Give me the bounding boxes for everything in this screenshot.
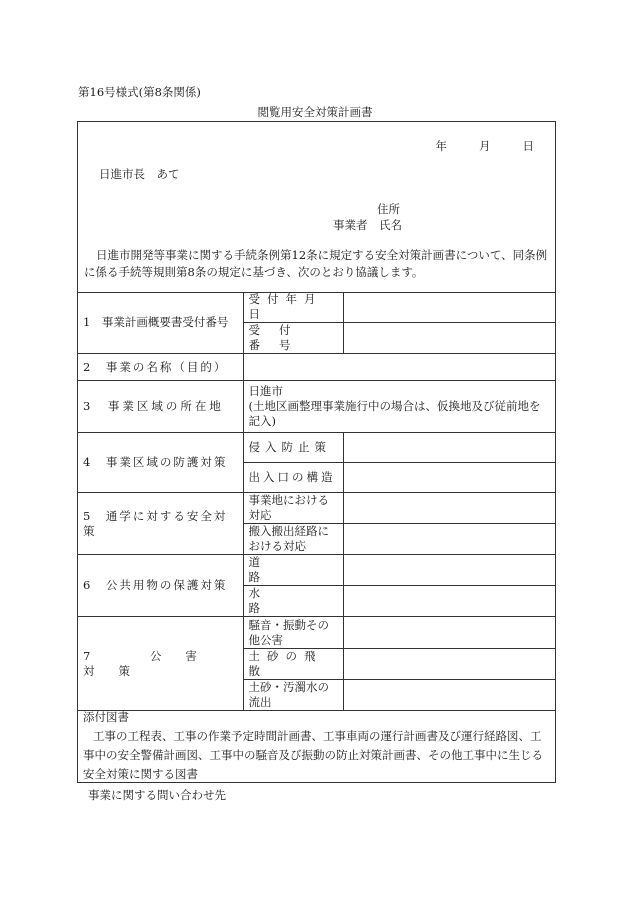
date-line [436, 138, 535, 154]
attachments-text: 工事の工程表、工事の作業予定時間計画書、工事車両の運行計画書及び運行経路図、工事中の安全警備計画図、工事中の騒音及び振動の防止対策計画書、その他工事中に生じる安全対策に関する図書 [83, 729, 543, 781]
row-4-value-1[interactable] [343, 433, 555, 463]
row-1-sub-1: 受付年月日 [243, 292, 343, 323]
row-4-label: 4 事業区域の防護対策 [78, 433, 243, 493]
page-title: 閲覧用安全対策計画書 [257, 105, 373, 119]
row-7-value-1[interactable] [343, 617, 555, 649]
row-4-value-2[interactable] [343, 463, 555, 493]
application-header [78, 122, 555, 293]
day-label: 日 [522, 139, 534, 153]
month-label: 月 [479, 139, 491, 153]
row-1-value-2[interactable] [343, 323, 555, 354]
intro-paragraph: 日進市開発等事業に関する手続条例第12条に規定する安全対策計画書について、同条例に係る手続等規則第8条の規定に基づき、次のとおり協議します。 [84, 248, 548, 279]
row-6-value-2[interactable] [343, 586, 555, 617]
row-4-sub-1: 侵入防止策 [243, 433, 343, 463]
addressee: 日進市長 あて [99, 167, 180, 181]
row-1-sub-2: 受付番号 [243, 323, 343, 354]
row-5-value-1[interactable] [343, 493, 555, 524]
row-7-value-3[interactable] [343, 680, 555, 711]
row-6-label: 6 公共用物の保護対策 [78, 555, 243, 617]
row-1-value-1[interactable] [343, 292, 555, 323]
row-5-label: 5 通学に対する安全対策 [78, 493, 243, 555]
row-7-sub-2: 土砂の飛散 [243, 649, 343, 680]
row-5-value-2[interactable] [343, 524, 555, 555]
row-3-value [243, 381, 555, 433]
year-label: 年 [435, 139, 447, 153]
attachments-title: 添付図書 [83, 710, 129, 724]
row-3-value-line-1: 日進市 [248, 384, 283, 398]
row-7-sub-3: 土砂・汚濁水の流出 [243, 680, 343, 711]
row-2-value[interactable] [243, 354, 555, 381]
row-7-value-2[interactable] [343, 649, 555, 680]
form-frame [77, 121, 556, 783]
row-6-sub-1 [243, 555, 343, 586]
row-5-sub-1: 事業地における対応 [243, 493, 343, 524]
row-7-sub-1: 騒音・振動その他公害 [243, 617, 343, 649]
form-number: 第16号様式(第8条関係) [78, 85, 201, 99]
row-6-sub-2 [243, 586, 343, 617]
applicant-name-label: 事業者 氏名 [333, 218, 402, 232]
row-7-label: 7 公害対策 [78, 617, 243, 711]
waterway-label: 水路 [248, 586, 322, 615]
plan-table [78, 292, 555, 711]
address-label: 住所 [377, 202, 400, 216]
row-6-value-1[interactable] [343, 555, 555, 586]
row-4-sub-2: 出入口の構造 [243, 463, 343, 493]
contact-label: 事業に関する問い合わせ先 [88, 788, 226, 802]
road-label: 道路 [248, 555, 322, 584]
row-1-label: 1 事業計画概要書受付番号 [78, 292, 243, 354]
row-3-label: 3 事業区域の所在地 [78, 381, 243, 433]
row-5-sub-2: 搬入搬出経路における対応 [243, 524, 343, 555]
row-3-value-line-2: (土地区画整理事業施行中の場合は、仮換地及び従前地を記入) [248, 399, 541, 428]
row-2-label: 2 事業の名称（目的） [78, 354, 243, 381]
